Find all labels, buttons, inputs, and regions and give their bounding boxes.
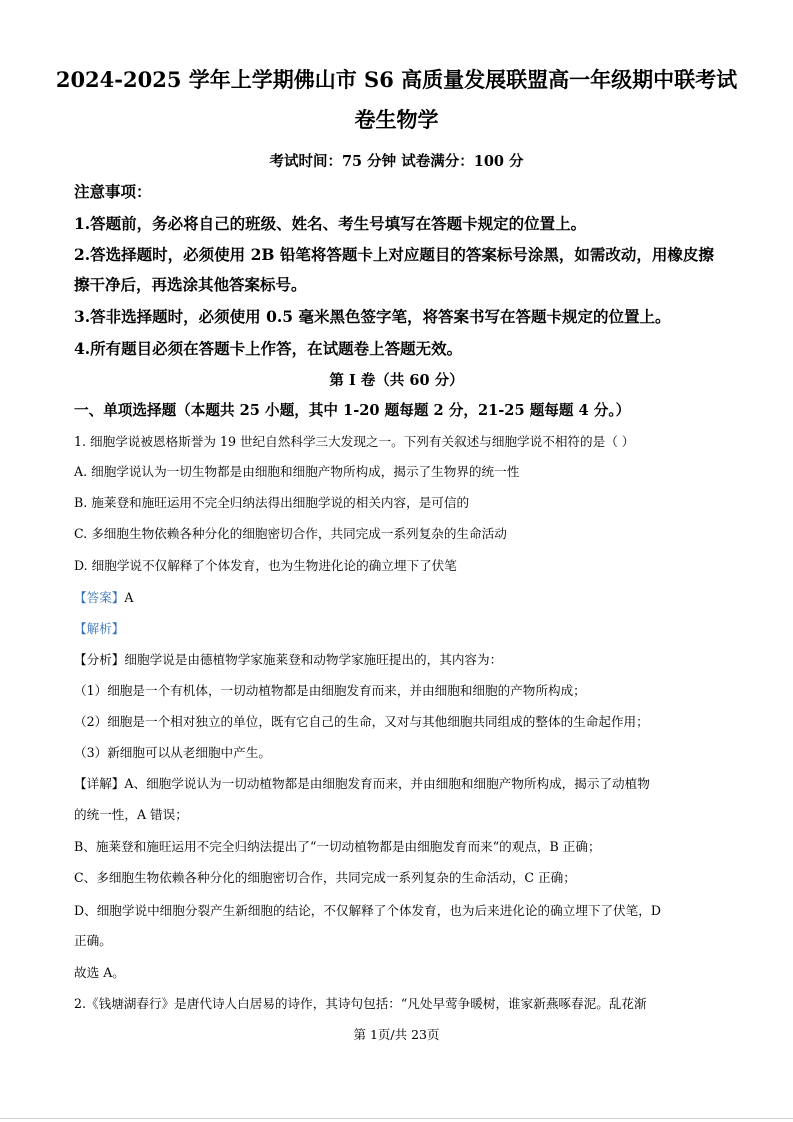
- bottom-divider: [0, 1118, 793, 1119]
- notice-heading: 注意事项：: [74, 182, 152, 201]
- analysis-point-2: （2）细胞是一个相对独立的单位，既有它自己的生命，又对与其他细胞共同组成的整体的生命起作用；: [74, 714, 649, 729]
- analysis-point-3: （3）新细胞可以从老细胞中产生。: [74, 745, 271, 760]
- volume-title: 第 I 卷（共 60 分）: [329, 372, 464, 389]
- question-1-option-c: C. 多细胞生物依赖各种分化的细胞密切合作，共同完成一系列复杂的生命活动: [74, 526, 507, 541]
- detail-line-7: 故选 A。: [74, 965, 125, 980]
- analysis-intro: 细胞学说是由德植物学家施莱登和动物学家施旺提出的，其内容为：: [124, 652, 503, 667]
- notice-item-2-cont: 擦干净后，再选涂其他答案标号。: [74, 275, 307, 294]
- answer-tag: 【答案】: [74, 590, 125, 605]
- exam-title-line-2: 卷生物学: [354, 107, 439, 132]
- notice-item-1: 1.答题前，务必将自己的班级、姓名、考生号填写在答题卡规定的位置上。: [74, 214, 587, 233]
- question-1-option-a: A. 细胞学说认为一切生物都是由细胞和细胞产物所构成，揭示了生物界的统一性: [74, 464, 520, 479]
- question-2-stem: 2.《钱塘湖春行》是唐代诗人白居易的诗作，其诗句包括：“凡处早莺争暖树，谁家新燕啄春泥。乱花渐: [74, 996, 647, 1011]
- question-1-option-b: B. 施莱登和施旺运用不完全归纳法得出细胞学说的相关内容，是可信的: [74, 495, 470, 510]
- notice-item-3: 3.答非选择题时，必须使用 0.5 毫米黑色签字笔，将答案书写在答题卡规定的位置上。: [74, 307, 671, 326]
- detail-line-6: 正确。: [74, 933, 112, 948]
- part-title: 一、单项选择题（本题共 25 小题，其中 1-20 题每题 2 分，21-25 题每题 4 分。）: [74, 402, 631, 419]
- exam-info: 考试时间：75 分钟 试卷满分：100 分: [269, 153, 524, 170]
- answer-value: A: [124, 590, 134, 605]
- detail-line-3: B、施莱登和施旺运用不完全归纳法提出了“一切动植物都是由细胞发育而来“的观点，B 正确；: [74, 839, 601, 854]
- analysis-tag: 【解析】: [74, 621, 125, 636]
- analysis-label: 【分析】: [74, 652, 125, 667]
- detail-line-1: [74, 773, 650, 792]
- page-number: 第 1页/共 23页: [353, 1027, 440, 1042]
- detail-text-1: A、细胞学说认为一切动植物都是由细胞发育而来，并由细胞和细胞产物所构成，揭示了动植物: [124, 776, 650, 791]
- question-1-stem: 1. 细胞学说被恩格斯誉为 19 世纪自然科学三大发现之一。下列有关叙述与细胞学说不相符的是（ ）: [74, 434, 635, 449]
- exam-title-line-1: 2024-2025 学年上学期佛山市 S6 高质量发展联盟高一年级期中联考试: [55, 67, 738, 92]
- detail-line-4: C、多细胞生物依赖各种分化的细胞密切合作，共同完成一系列复杂的生命活动，C 正确；: [74, 870, 576, 885]
- detail-line-5: D、细胞学说中细胞分裂产生新细胞的结论，不仅解释了个体发育，也为后来进化论的确立埋下了伏笔，D: [74, 903, 661, 918]
- answer-line: [74, 587, 133, 606]
- detail-label: 【详解】: [74, 776, 125, 791]
- detail-line-2: 的统一性，A 错误；: [74, 807, 188, 822]
- analysis-point-1: （1）细胞是一个有机体，一切动植物都是由细胞发育而来，并由细胞和细胞的产物所构成；: [74, 683, 586, 698]
- analysis-line: [74, 649, 502, 668]
- notice-item-4: 4.所有题目必须在答题卡上作答，在试题卷上答题无效。: [74, 339, 463, 358]
- notice-item-2: 2.答选择题时，必须使用 2B 铅笔将答题卡上对应题目的答案标号涂黑，如需改动，用橡皮擦: [74, 245, 714, 264]
- question-1-option-d: D. 细胞学说不仅解释了个体发育，也为生物进化论的确立埋下了伏笔: [74, 558, 457, 573]
